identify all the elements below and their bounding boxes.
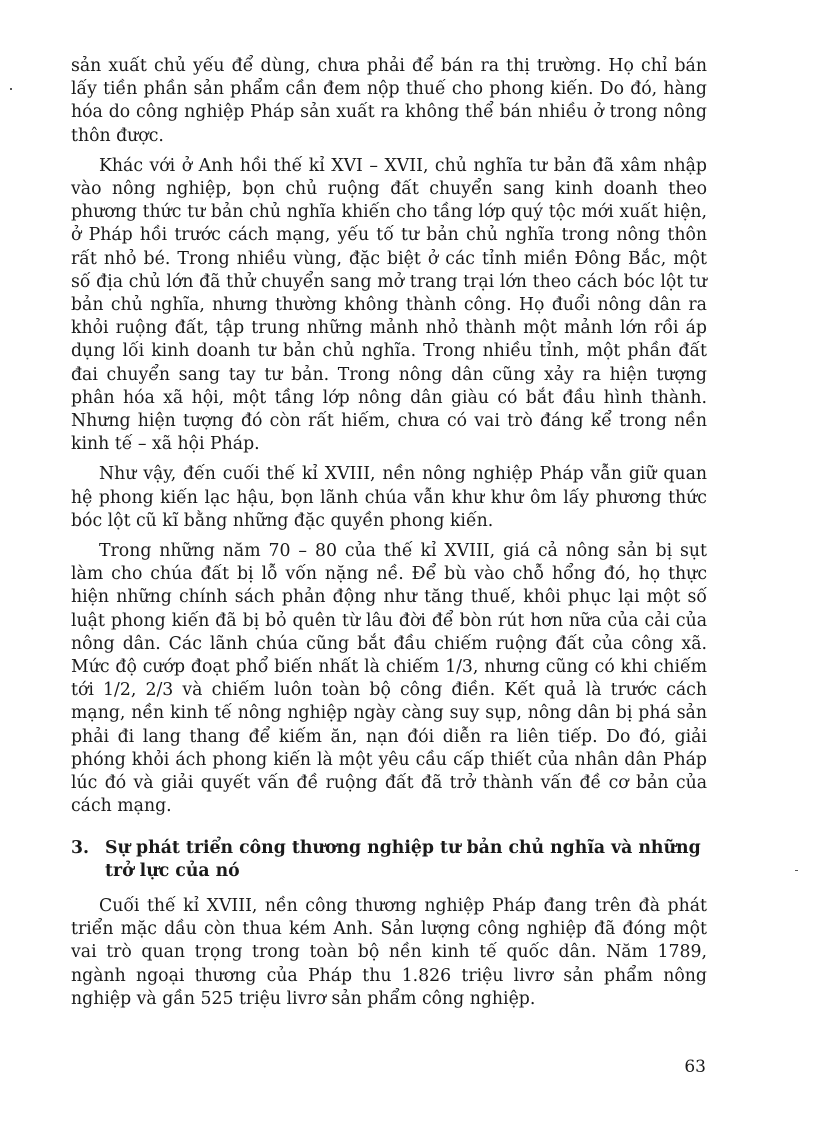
scan-speck (10, 88, 12, 90)
section-number: 3. (71, 837, 90, 858)
paragraph: Như vậy, đến cuối thế kỉ XVIII, nền nông nghiệp Pháp vẫn giữ quan hệ phong kiến lạc hậu, bọn lãnh chúa vẫn khư khư ôm lấy phương thức bóc lột cũ kĩ bằng những đặc quyền phong kiến. (71, 464, 707, 531)
scan-speck (795, 870, 798, 871)
page-body (71, 55, 707, 1018)
paragraph: Khác với ở Anh hồi thế kỉ XVI – XVII, chủ nghĩa tư bản đã xâm nhập vào nông nghiệp, bọn chủ ruộng đất chuyển sang kinh doanh theo phương thức tư bản chủ nghĩa khiến cho tầng lớp quý tộc mới xuất hiện, ở Pháp hồi trước cách mạng, yếu tố tư bản chủ nghĩa trong nông thôn rất nhỏ bé. Trong nhiều vùng, đặc biệt ở các tỉnh miền Đông Bắc, một số địa chủ lớn đã thử chuyển sang mở trang trại lớn theo cách bóc lột tư bản chủ nghĩa, nhưng thường không thành công. Họ đuổi nông dân ra khỏi ruộng đất, tập trung những mảnh nhỏ thành một mảnh lớn rồi áp dụng lối kinh doanh tư bản chủ nghĩa. Trong nhiều tỉnh, một phần đất đai chuyển sang tay tư bản. Trong nông dân cũng xảy ra hiện tượng phân hóa xã hội, một tầng lớp nông dân giàu có bắt đầu hình thành. Nhưng hiện tượng đó còn rất hiếm, chưa có vai trò đáng kể trong nền kinh tế – xã hội Pháp. (71, 155, 707, 455)
paragraph: Trong những năm 70 – 80 của thế kỉ XVIII, giá cả nông sản bị sụt làm cho chúa đất bị lỗ vốn nặng nề. Để bù vào chỗ hổng đó, họ thực hiện những chính sách phản động như tăng thuế, khôi phục lại một số luật phong kiến đã bị bỏ quên từ lâu đời để bòn rút hơn nữa của cải của nông dân. Các lãnh chúa cũng bắt đầu chiếm ruộng đất của công xã. Mức độ cướp đoạt phổ biến nhất là chiếm 1/3, nhưng cũng có khi chiếm tới 1/2, 2/3 và chiếm luôn toàn bộ công điền. Kết quả là trước cách mạng, nền kinh tế nông nghiệp ngày càng suy sụp, nông dân bị phá sản phải đi lang thang để kiếm ăn, nạn đói diễn ra liên tiếp. Do đó, giải phóng khỏi ách phong kiến là một yêu cầu cấp thiết của nhân dân Pháp lúc đó và giải quyết vấn đề ruộng đất đã trở thành vấn đề cơ bản của cách mạng. (71, 541, 707, 817)
paragraph: Cuối thế kỉ XVIII, nền công thương nghiệp Pháp đang trên đà phát triển mặc dầu còn thua kém Anh. Sản lượng công nghiệp đã đóng một vai trò quan trọng trong toàn bộ nền kinh tế quốc dân. Năm 1789, ngành ngoại thương của Pháp thu 1.826 triệu livrơ sản phẩm nông nghiệp và gần 525 triệu livrơ sản phẩm công nghiệp. (71, 895, 707, 1009)
paragraph: sản xuất chủ yếu để dùng, chưa phải để bán ra thị trường. Họ chỉ bán lấy tiền phần sản phẩm cần đem nộp thuế cho phong kiến. Do đó, hàng hóa do công nghiệp Pháp sản xuất ra không thể bán nhiều ở trong nông thôn được. (71, 56, 707, 146)
section-heading (71, 837, 707, 883)
section-title: Sự phát triển công thương nghiệp tư bản chủ nghĩa và những trở lực của nó (105, 837, 701, 881)
page-number: 63 (684, 1057, 706, 1077)
